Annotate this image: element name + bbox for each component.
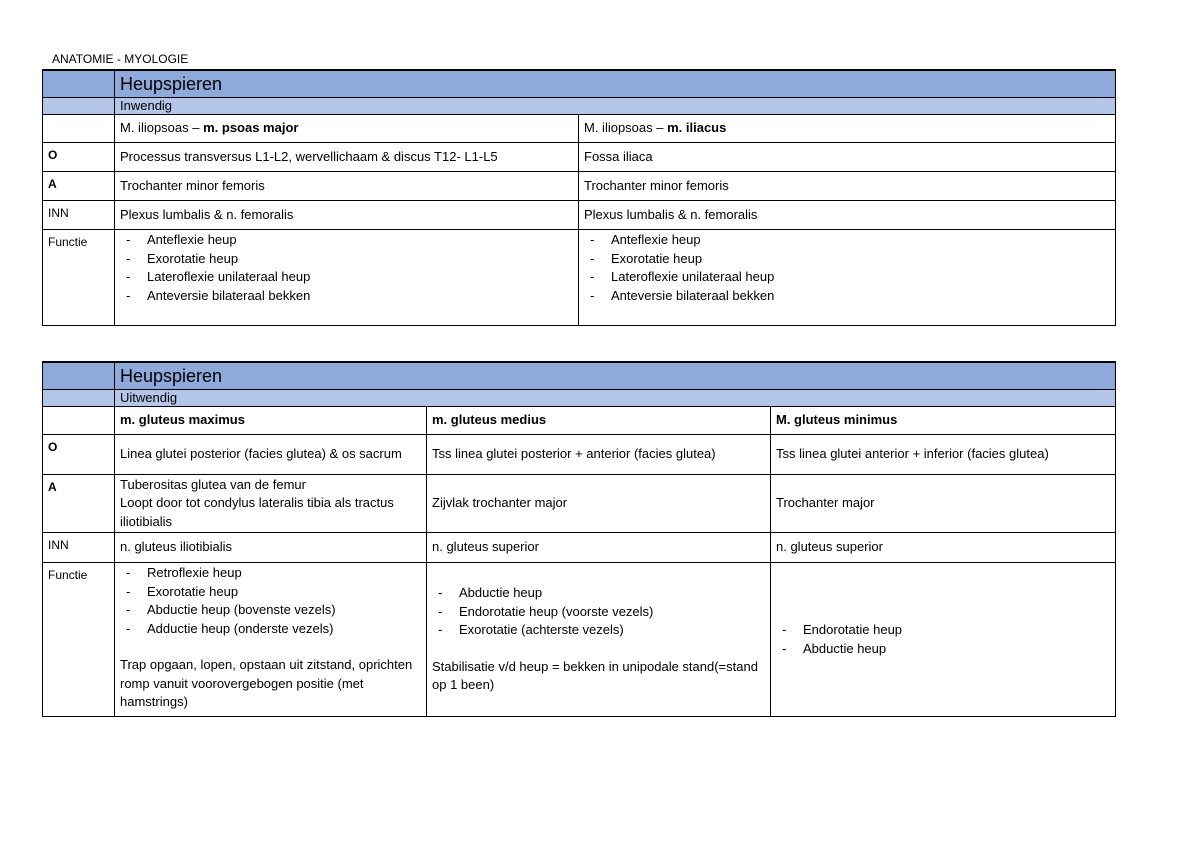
table-row-origo (43, 143, 1116, 172)
table-row-insertie (43, 172, 1116, 201)
cell-line: Tuberositas glutea van de femur (120, 476, 306, 492)
column-header-psoas (115, 115, 579, 143)
cell-origo-medius: Tss linea glutei posterior + anterior (facies glutea) (427, 435, 771, 475)
functie-list (432, 584, 765, 640)
column-header-name: m. psoas major (203, 120, 299, 136)
table-row-functie (43, 230, 1116, 326)
functie-list (776, 621, 1110, 658)
list-item: - Exorotatie heup (120, 583, 421, 602)
column-header-iliacus (579, 115, 1116, 143)
list-item: - Exorotatie (achterste vezels) (432, 621, 765, 640)
cell-insertie-iliacus: Trochanter minor femoris (579, 172, 1116, 201)
list-item: - Anteversie bilateraal bekken (584, 287, 1110, 306)
cell-functie-minimus (771, 563, 1116, 717)
column-header-prefix: M. iliopsoas – (584, 120, 668, 136)
table-row-functie (43, 563, 1116, 717)
cell-origo-psoas: Processus transversus L1-L2, wervellichaam & discus T12- L1-L5 (115, 143, 579, 172)
functie-list (584, 231, 1110, 305)
row-label-insertie: A (43, 475, 115, 533)
column-header-gluteus-minimus: M. gluteus minimus (771, 407, 1116, 435)
header-empty-cell (43, 407, 115, 435)
cell-functie-maximus (115, 563, 427, 717)
table-row-innervatie (43, 201, 1116, 230)
list-item: - Endorotatie heup (776, 621, 1110, 640)
subtitle-empty-cell (43, 98, 115, 115)
cell-origo-maximus: Linea glutei posterior (facies glutea) & os sacrum (115, 435, 427, 475)
functie-list (120, 231, 573, 305)
list-item: - Lateroflexie unilateraal heup (120, 268, 573, 287)
list-item: - Anteversie bilateraal bekken (120, 287, 573, 306)
row-label-functie: Functie (43, 230, 115, 326)
column-header-prefix: M. iliopsoas – (120, 120, 204, 136)
functie-list (120, 564, 421, 638)
table-subtitle: Uitwendig (115, 390, 1116, 407)
list-item: - Exorotatie heup (120, 250, 573, 269)
row-label-innervatie: INN (43, 201, 115, 230)
cell-insertie-maximus (115, 475, 427, 533)
table-inwendig (42, 69, 1116, 326)
list-item: - Lateroflexie unilateraal heup (584, 268, 1110, 287)
list-item: - Abductie heup (bovenste vezels) (120, 601, 421, 620)
header-empty-cell (43, 115, 115, 143)
title-empty-cell (43, 362, 115, 390)
table-subtitle: Inwendig (115, 98, 1116, 115)
cell-origo-iliacus: Fossa iliaca (579, 143, 1116, 172)
list-item: - Adductie heup (onderste vezels) (120, 620, 421, 639)
list-item: - Abductie heup (776, 640, 1110, 659)
column-header-row (43, 407, 1116, 435)
list-item: - Abductie heup (432, 584, 765, 603)
list-item: - Retroflexie heup (120, 564, 421, 583)
table-title-row (43, 362, 1116, 390)
table-uitwendig (42, 361, 1116, 717)
cell-functie-medius (427, 563, 771, 717)
row-label-insertie: A (43, 172, 115, 201)
column-header-row (43, 115, 1116, 143)
cell-insertie-minimus: Trochanter major (771, 475, 1116, 533)
cell-innervatie-maximus: n. gluteus iliotibialis (115, 533, 427, 563)
table-subtitle-row (43, 98, 1116, 115)
row-label-innervatie: INN (43, 533, 115, 563)
cell-insertie-medius: Zijvlak trochanter major (427, 475, 771, 533)
list-item: - Anteflexie heup (584, 231, 1110, 250)
table-row-innervatie (43, 533, 1116, 563)
column-header-gluteus-maximus: m. gluteus maximus (115, 407, 427, 435)
functie-note: Trap opgaan, lopen, opstaan uit zitstand, oprichten romp vanuit voorovergebogen positie (met hamstrings) (120, 657, 413, 709)
title-empty-cell (43, 70, 115, 98)
list-item: - Endorotatie heup (voorste vezels) (432, 603, 765, 622)
table-title: Heupspieren (115, 70, 1116, 98)
subtitle-empty-cell (43, 390, 115, 407)
table-row-insertie (43, 475, 1116, 533)
cell-functie-iliacus (579, 230, 1116, 326)
cell-functie-psoas (115, 230, 579, 326)
functie-note: Stabilisatie v/d heup = bekken in unipodale stand(=stand op 1 been) (432, 658, 758, 693)
row-label-origo: O (43, 143, 115, 172)
cell-insertie-psoas: Trochanter minor femoris (115, 172, 579, 201)
table-title: Heupspieren (115, 362, 1116, 390)
cell-innervatie-minimus: n. gluteus superior (771, 533, 1116, 563)
cell-innervatie-psoas: Plexus lumbalis & n. femoralis (115, 201, 579, 230)
cell-origo-minimus: Tss linea glutei anterior + inferior (facies glutea) (771, 435, 1116, 475)
list-item: - Anteflexie heup (120, 231, 573, 250)
table-subtitle-row (43, 390, 1116, 407)
table-row-origo (43, 435, 1116, 475)
row-label-functie: Functie (43, 563, 115, 717)
table-title-row (43, 70, 1116, 98)
list-item: - Exorotatie heup (584, 250, 1110, 269)
column-header-name: m. iliacus (667, 120, 727, 136)
document-header: ANATOMIE - MYOLOGIE (52, 52, 189, 66)
column-header-gluteus-medius: m. gluteus medius (427, 407, 771, 435)
cell-line: Loopt door tot condylus lateralis tibia als tractus iliotibialis (120, 495, 394, 529)
cell-innervatie-medius: n. gluteus superior (427, 533, 771, 563)
row-label-origo: O (43, 435, 115, 475)
cell-innervatie-iliacus: Plexus lumbalis & n. femoralis (579, 201, 1116, 230)
